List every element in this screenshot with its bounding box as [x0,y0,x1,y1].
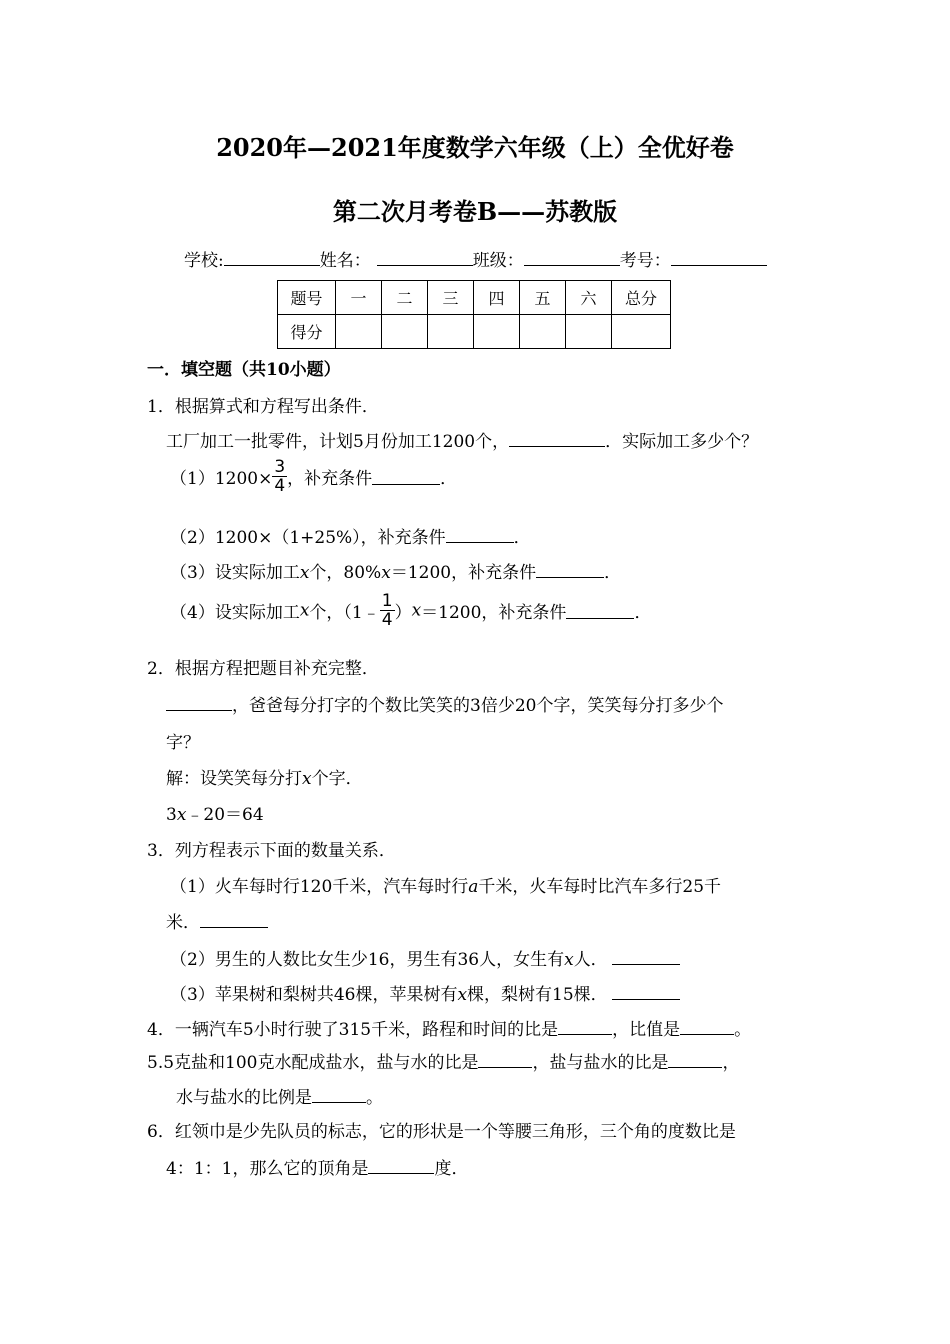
score-table [277,280,671,349]
info-line [184,246,767,271]
q1-context-blank[interactable] [509,430,605,447]
period: ． [604,563,622,583]
school-field[interactable] [224,249,320,266]
page-subtitle: 第二次月考卷B——苏教版 [332,197,618,226]
q3-part2-text: （2）男生的人数比女生少16，男生有36人，女生有 [170,950,565,970]
q5-text-b: ，盐与盐水的比是 [532,1053,669,1073]
q3-part2-blank[interactable] [612,948,680,965]
q1-stem: 1．根据算式和方程写出条件． [147,397,379,417]
q1-part1 [170,458,457,495]
score-input-cell[interactable] [474,315,520,349]
q1-part3-text: （3）设实际加工 [170,563,300,583]
score-table-header-row [278,281,671,315]
q3-part1 [170,872,721,897]
q1-part4 [170,592,651,629]
q6-text-b: 4：1：1，那么它的顶角是 [166,1159,369,1179]
period: ． [513,528,531,548]
q2-blank[interactable] [166,694,232,711]
variable-x: x [299,600,310,621]
q2-text-b: 字？ [166,733,200,753]
score-table-cell: 总分 [612,281,671,315]
q6-text-c: 度． [434,1159,469,1179]
q5-blank-1[interactable] [478,1051,532,1068]
q6: 6．红领巾是少先队员的标志，它的形状是一个等腰三角形，三个角的度数比是 [147,1122,736,1142]
q4-text: 4．一辆汽车5小时行驶了315千米，路程和时间的比是 [147,1020,559,1040]
q3-part3-text: （3）苹果树和梨树共46棵，苹果树有 [170,985,458,1005]
q4-blank-ratio[interactable] [558,1018,612,1035]
q2-text [166,691,723,716]
name-field[interactable] [377,249,473,266]
variable-x: x [411,600,422,621]
fraction-numerator: 3 [274,457,286,477]
q1-context-text-b: ．实际加工多少个？ [605,432,759,452]
q5-text-e: 。 [366,1088,383,1108]
q5 [147,1048,739,1073]
school-label: 学校: [184,251,224,271]
variable-x: x [299,563,310,583]
q4 [147,1015,751,1040]
score-input-cell[interactable] [428,315,474,349]
q1-part1-blank[interactable] [372,468,440,485]
q5-blank-2[interactable] [668,1051,722,1068]
number-label: 考号： [619,251,671,271]
variable-a: a [468,877,479,897]
q3-part3-text-b: 棵，梨树有15棵． [467,985,608,1005]
score-table-cell: 一 [336,281,382,315]
fraction [272,458,287,495]
q2-solution [166,764,363,789]
score-table-cell: 五 [520,281,566,315]
score-input-cell[interactable] [336,315,382,349]
q6-cont [166,1154,468,1179]
score-table-cell: 二 [382,281,428,315]
q2-text-a: ，爸爸每分打字的个数比笑笑的3倍少20个字，笑笑每分打多少个 [232,696,724,716]
score-table-cell: 得分 [278,315,336,349]
q2-stem: 2．根据方程把题目补充完整． [147,659,379,679]
q5-text: 5.5克盐和100克水配成盐水，盐与水的比是 [147,1053,479,1073]
q1-part2-blank[interactable] [446,526,514,543]
fraction-numerator: 1 [381,591,393,611]
q1-part2-text: （2）1200×（1+25%），补充条件 [170,528,446,548]
fraction [380,592,395,629]
period: ． [440,469,458,489]
q1-part4-text-d: ＝1200，补充条件 [421,603,567,623]
q2-solution-text-b: 个字． [311,769,363,789]
q1-part4-text-c: ） [394,603,412,623]
variable-x: x [457,985,468,1005]
q1-part3-blank[interactable] [536,561,604,578]
score-input-cell[interactable] [520,315,566,349]
q1-part4-text: （4）设实际加工 [170,603,300,623]
q2-equation-rest: ﹣20＝64 [186,805,264,825]
q3-part1-text: （1）火车每时行120千米，汽车每时行 [170,877,469,897]
score-table-score-row [278,315,671,349]
variable-x: x [381,563,391,583]
q2-equation-coef: 3 [166,805,177,825]
q1-part2 [170,523,531,548]
q1-part3-text-c: ＝1200，补充条件 [390,563,537,583]
q5-cont [176,1083,383,1108]
name-label: 姓名： [319,251,371,271]
variable-x: x [302,769,312,789]
q1-part3 [170,558,621,583]
q3-part3-blank[interactable] [612,983,680,1000]
q2-solution-text: 解：设笑笑每分打 [166,769,302,789]
q3-part2 [170,945,680,970]
variable-x: x [564,950,574,970]
q1-context [166,427,758,452]
variable-x: x [176,805,187,825]
q1-part4-blank[interactable] [566,602,634,619]
score-table-cell: 三 [428,281,474,315]
score-input-cell[interactable] [382,315,428,349]
q1-part3-text-b: 个，80% [309,563,382,583]
fraction-denominator: 4 [381,610,393,630]
q3-part1-blank[interactable] [200,911,268,928]
score-table-cell: 六 [566,281,612,315]
page-title: 2020年—2021年度数学六年级（上）全优好卷 [216,133,734,162]
q3-part2-text-b: 人． [573,950,608,970]
period: ． [634,603,652,623]
q3-part1-text-c: 米． [166,913,200,933]
class-field[interactable] [524,249,620,266]
q2-equation [166,800,264,825]
fraction-denominator: 4 [274,476,286,496]
score-table-cell: 题号 [278,281,336,315]
class-label: 班级： [472,251,524,271]
q4-text-c: 。 [734,1020,752,1040]
q1-context-text: 工厂加工一批零件，计划5月份加工1200个， [166,432,510,452]
q4-blank-value[interactable] [680,1018,734,1035]
q5-text-d: 水与盐水的比例是 [176,1088,312,1108]
q1-part1-text-b: ，补充条件 [287,469,373,489]
section-heading: 一．填空题（共10小题） [147,360,341,380]
q3-part1-text-b: 千米，火车每时比汽车多行25千 [478,877,722,897]
score-input-cell[interactable] [566,315,612,349]
q1-part4-text-b: 个，（1﹣ [309,603,380,623]
q3-part3 [170,980,680,1005]
q5-text-c: ， [722,1053,740,1073]
q3-part1-cont [166,908,268,933]
q3-stem: 3．列方程表示下面的数量关系． [147,841,396,861]
number-field[interactable] [671,249,767,266]
score-input-cell[interactable] [612,315,671,349]
score-table-cell: 四 [474,281,520,315]
q1-part1-text: （1）1200× [170,469,273,489]
q4-text-b: ，比值是 [612,1020,681,1040]
q6-blank[interactable] [368,1157,434,1174]
q5-blank-3[interactable] [312,1086,366,1103]
